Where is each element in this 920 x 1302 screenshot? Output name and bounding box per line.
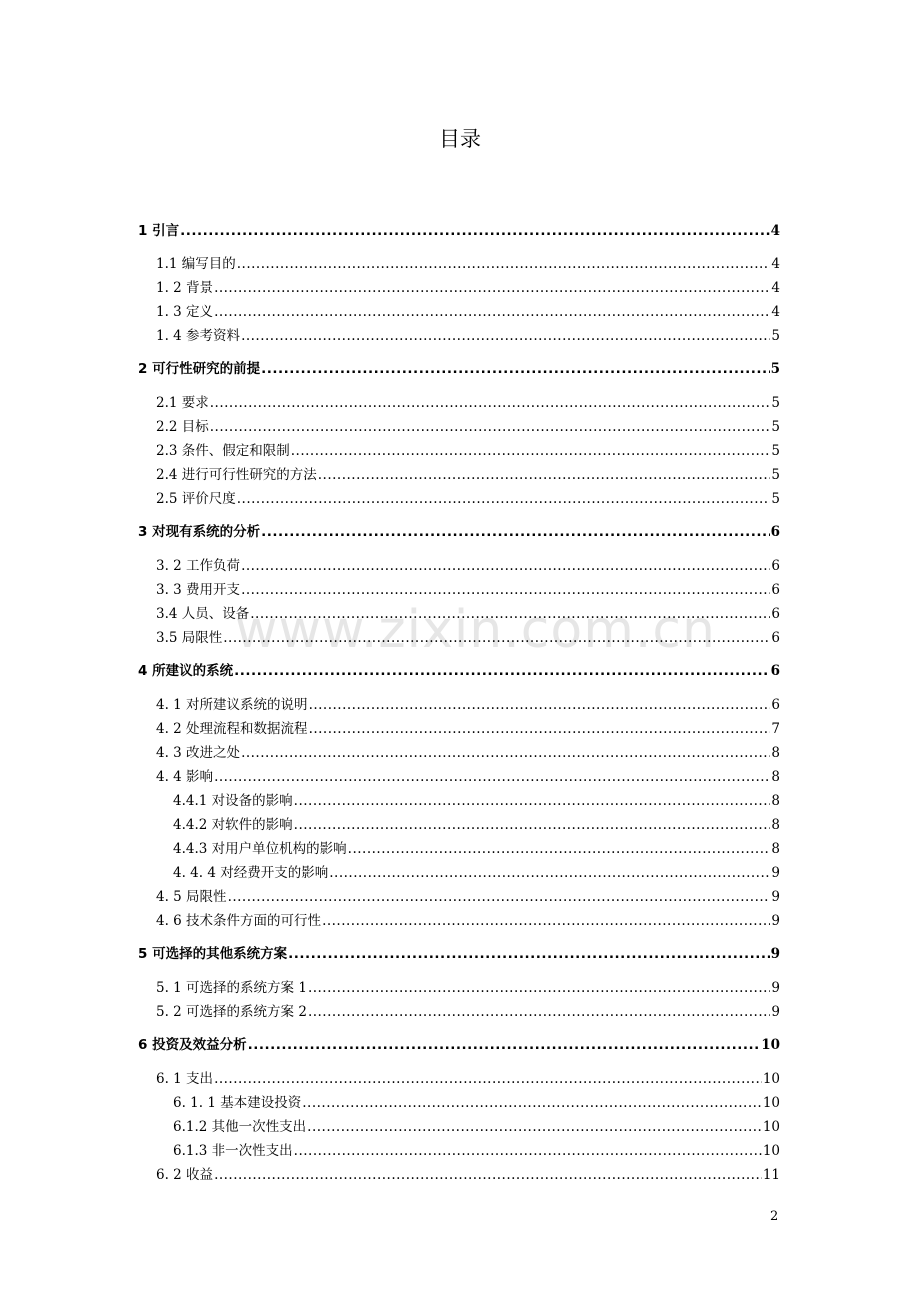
- toc-leader-dots: [261, 523, 770, 541]
- toc-entry[interactable]: [156, 605, 780, 623]
- toc-leader-dots: [237, 490, 771, 508]
- toc-entry-page: 7: [771, 721, 780, 737]
- toc-entry-label: 1. 3 定义: [156, 304, 214, 320]
- toc-leader-dots: [308, 1003, 770, 1021]
- toc-entry[interactable]: [156, 327, 780, 345]
- toc-entry-page: 10: [762, 1119, 780, 1135]
- toc-entry-page: 6: [770, 663, 780, 679]
- toc-entry-page: 6: [771, 630, 780, 646]
- toc-entry-page: 9: [771, 865, 780, 881]
- toc-entry-page: 5: [771, 395, 780, 411]
- toc-entry-page: 4: [771, 280, 780, 296]
- toc-entry[interactable]: [138, 360, 780, 378]
- toc-entry-label: 3. 2 工作负荷: [156, 558, 241, 574]
- toc-entry-page: 4: [771, 256, 780, 272]
- toc-entry-label: 4.4.3 对用户单位机构的影响: [173, 841, 347, 857]
- toc-entry[interactable]: [156, 581, 780, 599]
- toc-entry[interactable]: [156, 303, 780, 321]
- toc-entry-page: 9: [771, 913, 780, 929]
- toc-leader-dots: [308, 979, 770, 997]
- toc-leader-dots: [302, 1094, 762, 1112]
- toc-entry-page: 5: [771, 443, 780, 459]
- toc-entry-label: 4. 3 改进之处: [156, 745, 241, 761]
- toc-entry-label: 3 对现有系统的分析: [138, 524, 261, 540]
- toc-entry-page: 6: [771, 558, 780, 574]
- toc-entry[interactable]: [156, 696, 780, 714]
- toc-entry-page: 9: [771, 980, 780, 996]
- toc-leader-dots: [248, 1036, 761, 1054]
- toc-leader-dots: [294, 816, 771, 834]
- toc-leader-dots: [214, 1070, 762, 1088]
- toc-entry[interactable]: [156, 394, 780, 412]
- toc-entry-label: 4. 4 影响: [156, 769, 214, 785]
- toc-entry-page: 8: [771, 841, 780, 857]
- toc-leader-dots: [329, 864, 770, 882]
- toc-entry-label: 5 可选择的其他系统方案: [138, 946, 288, 962]
- toc-entry-label: 4. 5 局限性: [156, 889, 227, 905]
- toc-entry-label: 1. 2 背景: [156, 280, 214, 296]
- toc-entry-label: 6.1.3 非一次性支出: [173, 1143, 293, 1159]
- toc-entry[interactable]: [156, 279, 780, 297]
- toc-leader-dots: [241, 327, 770, 345]
- toc-entry[interactable]: [156, 888, 780, 906]
- toc-entry-label: 1 引言: [138, 223, 180, 239]
- toc-entry-page: 4: [771, 304, 780, 320]
- toc-leader-dots: [180, 222, 770, 240]
- toc-leader-dots: [241, 581, 770, 599]
- toc-leader-dots: [214, 1166, 762, 1184]
- toc-entry[interactable]: [156, 720, 780, 738]
- toc-leader-dots: [309, 720, 771, 738]
- toc-leader-dots: [318, 466, 771, 484]
- toc-entry[interactable]: [156, 1166, 780, 1184]
- toc-entry[interactable]: [156, 255, 780, 273]
- toc-entry-page: 8: [771, 769, 780, 785]
- toc-entry-label: 6 投资及效益分析: [138, 1037, 247, 1053]
- toc-leader-dots: [210, 394, 771, 412]
- toc-entry[interactable]: [138, 523, 780, 541]
- toc-entry-page: 9: [770, 946, 780, 962]
- toc-leader-dots: [241, 557, 770, 575]
- toc-entry[interactable]: [156, 442, 780, 460]
- toc-entry-label: 1.1 编写目的: [156, 256, 236, 272]
- toc-leader-dots: [348, 840, 771, 858]
- toc-leader-dots: [214, 768, 770, 786]
- toc-entry-page: 5: [771, 419, 780, 435]
- toc-entry-page: 5: [771, 467, 780, 483]
- toc-entry[interactable]: [156, 466, 780, 484]
- toc-entry[interactable]: [156, 1070, 780, 1088]
- toc-entry-label: 4. 2 处理流程和数据流程: [156, 721, 308, 737]
- toc-entry-label: 4. 4. 4 对经费开支的影响: [173, 865, 329, 881]
- toc-entry-page: 11: [762, 1167, 780, 1183]
- toc-entry-label: 4.4.1 对设备的影响: [173, 793, 293, 809]
- toc-entry-label: 2.5 评价尺度: [156, 491, 236, 507]
- toc-entry-page: 10: [762, 1071, 780, 1087]
- toc-entry-page: 5: [770, 361, 780, 377]
- toc-entry[interactable]: [156, 629, 780, 647]
- toc-entry-page: 10: [762, 1095, 780, 1111]
- toc-entry[interactable]: [156, 490, 780, 508]
- toc-entry[interactable]: [138, 1036, 780, 1054]
- toc-leader-dots: [228, 888, 771, 906]
- page-number: 2: [770, 1209, 779, 1224]
- toc-entry-label: 6. 1. 1 基本建设投资: [173, 1095, 302, 1111]
- toc-entry-label: 6. 2 收益: [156, 1167, 214, 1183]
- toc-entry-label: 3.4 人员、设备: [156, 606, 250, 622]
- toc-entry-label: 5. 2 可选择的系统方案 2: [156, 1004, 307, 1020]
- toc-entry[interactable]: [173, 864, 780, 882]
- toc-entry-label: 2.1 要求: [156, 395, 209, 411]
- toc-entry-label: 4. 1 对所建议系统的说明: [156, 697, 308, 713]
- toc-entry-label: 3. 3 费用开支: [156, 582, 241, 598]
- toc-entry[interactable]: [173, 816, 780, 834]
- toc-entry-label: 2.4 进行可行性研究的方法: [156, 467, 317, 483]
- toc-entry-page: 4: [770, 223, 780, 239]
- toc-entry[interactable]: [173, 840, 780, 858]
- toc-entry[interactable]: [173, 1142, 780, 1160]
- toc-leader-dots: [210, 418, 771, 436]
- toc-entry-label: 4. 6 技术条件方面的可行性: [156, 913, 322, 929]
- toc-leader-dots: [309, 696, 771, 714]
- toc-entry-label: 2.3 条件、假定和限制: [156, 443, 290, 459]
- toc-entry-label: 4.4.2 对软件的影响: [173, 817, 293, 833]
- toc-entry[interactable]: [173, 1094, 780, 1112]
- toc-entry-label: 1. 4 参考资料: [156, 328, 241, 344]
- toc-entry-label: 3.5 局限性: [156, 630, 223, 646]
- toc-leader-dots: [307, 1118, 762, 1136]
- toc-entry-label: 2 可行性研究的前提: [138, 361, 261, 377]
- toc-entry[interactable]: [156, 557, 780, 575]
- toc-entry-label: 6.1.2 其他一次性支出: [173, 1119, 307, 1135]
- toc-leader-dots: [241, 744, 770, 762]
- toc-entry-page: 8: [771, 817, 780, 833]
- toc-leader-dots: [261, 360, 770, 378]
- toc-leader-dots: [223, 629, 770, 647]
- toc-entry-page: 6: [771, 582, 780, 598]
- toc-entry-label: 5. 1 可选择的系统方案 1: [156, 980, 307, 996]
- toc-entry-page: 6: [770, 524, 780, 540]
- toc-entry[interactable]: [156, 418, 780, 436]
- toc-entry-page: 10: [761, 1037, 780, 1053]
- toc-entry[interactable]: [156, 1003, 780, 1021]
- toc-entry[interactable]: [156, 744, 780, 762]
- toc-leader-dots: [214, 279, 770, 297]
- toc-leader-dots: [237, 255, 771, 273]
- toc-entry[interactable]: [173, 1118, 780, 1136]
- toc-entry-page: 10: [762, 1143, 780, 1159]
- toc-entry-label: 4 所建议的系统: [138, 663, 234, 679]
- toc-entry[interactable]: [156, 768, 780, 786]
- toc-leader-dots: [288, 945, 770, 963]
- toc-entry-page: 5: [771, 328, 780, 344]
- toc-entry-label: 6. 1 支出: [156, 1071, 214, 1087]
- watermark: www.zixin.com.cn: [235, 600, 716, 660]
- toc-entry-page: 6: [771, 697, 780, 713]
- toc-entry-page: 6: [771, 606, 780, 622]
- toc-entry[interactable]: [138, 662, 780, 680]
- toc-leader-dots: [294, 1142, 762, 1160]
- toc-leader-dots: [322, 912, 770, 930]
- toc-leader-dots: [234, 662, 770, 680]
- toc-leader-dots: [291, 442, 771, 460]
- toc-entry[interactable]: [138, 222, 780, 240]
- toc-entry[interactable]: [156, 979, 780, 997]
- toc-entry-page: 9: [771, 1004, 780, 1020]
- toc-leader-dots: [294, 792, 771, 810]
- toc-entry-label: 2.2 目标: [156, 419, 209, 435]
- toc-leader-dots: [250, 605, 770, 623]
- toc-leader-dots: [214, 303, 770, 321]
- page-title: 目录: [439, 127, 481, 151]
- toc-entry[interactable]: [156, 912, 780, 930]
- toc-entry[interactable]: [173, 792, 780, 810]
- toc-entry-page: 8: [771, 745, 780, 761]
- toc-entry-page: 5: [771, 491, 780, 507]
- toc-entry-page: 8: [771, 793, 780, 809]
- toc-entry[interactable]: [138, 945, 780, 963]
- toc-entry-page: 9: [771, 889, 780, 905]
